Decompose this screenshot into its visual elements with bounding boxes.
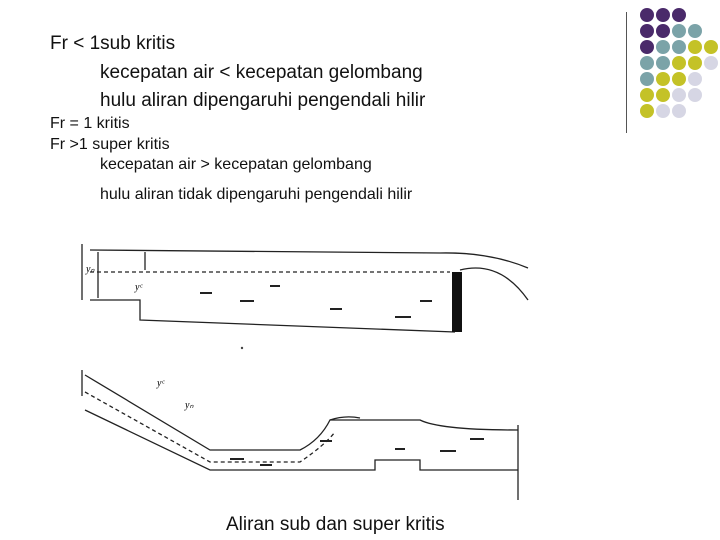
yn-label-2: yₙ	[185, 400, 194, 411]
yc-label-1: yᶜ	[135, 282, 143, 293]
subcritical-point-2: hulu aliran dipengaruhi pengendali hilir	[100, 90, 426, 111]
figure-caption: Aliran sub dan super kritis	[226, 514, 445, 535]
critical-line-super	[85, 392, 335, 462]
yc-label-2: yᶜ	[157, 378, 165, 389]
overflow-jet	[460, 268, 528, 300]
subcritical-point-1: kecepatan air < kecepatan gelombang	[100, 62, 423, 83]
supercritical-point-1: kecepatan air > kecepatan gelombang	[100, 156, 372, 173]
supercritical-point-2: hulu aliran tidak dipengaruhi pengendali hilir	[100, 186, 413, 203]
water-surface-line	[90, 250, 528, 268]
yn-label-1: yₙ	[86, 264, 95, 275]
water-surface-super	[85, 375, 518, 450]
weir-gate	[452, 272, 462, 332]
supercritical-flow-diagram	[82, 370, 518, 500]
subcritical-heading: Fr < 1sub kritis	[50, 33, 176, 54]
supercritical-heading: Fr >1 super kritis	[50, 136, 170, 153]
critical-heading: Fr = 1 kritis	[50, 115, 130, 132]
